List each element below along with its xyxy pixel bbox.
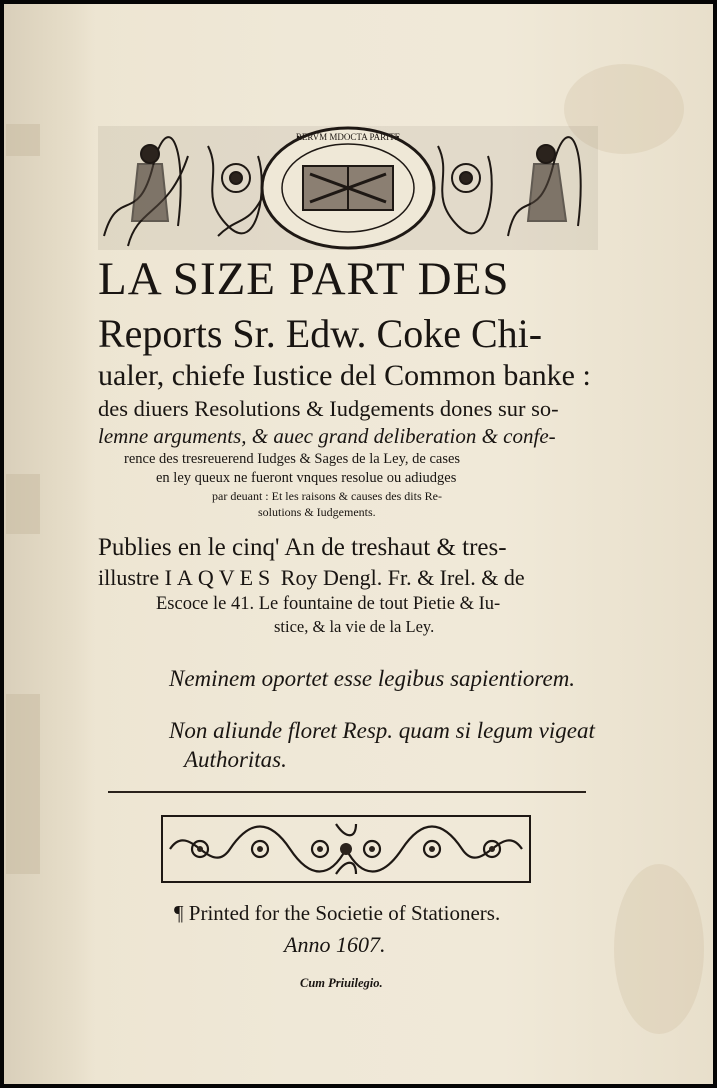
publication-line-1: Publies en le cinq' An de treshaut & tres-: [98, 534, 507, 561]
worn-spine-edge: [4, 4, 96, 1084]
title-line-4: des diuers Resolutions & Iudgements dones sur so-: [98, 396, 559, 421]
imprint-line: ¶ Printed for the Societie of Stationers.: [174, 901, 501, 925]
title-line-6: rence des tresreuerend Iudges & Sages de la Ley, de cases: [124, 451, 461, 467]
title-line-2: Reports Sr. Edw. Coke Chi-: [98, 311, 543, 356]
publication-line-4: stice, & la vie de la Ley.: [274, 617, 435, 636]
publication-line-2-end: Roy Dengl. Fr. & Irel. & de: [275, 565, 525, 590]
paper-tear: [6, 474, 40, 534]
title-line-8: par deuant : Et les raisons & causes des dits Re-: [212, 489, 442, 503]
horizontal-rule: [108, 791, 586, 793]
headpiece-motto: RERVM MDOCTA PARITE: [295, 132, 401, 142]
publication-line-3: Escoce le 41. Le fountaine de tout Pietie & Iu-: [156, 594, 501, 614]
title-page: [4, 4, 713, 1084]
imprint-year: Anno 1607.: [284, 932, 386, 957]
title-line-5: lemne arguments, & auec grand deliberation & confe-: [98, 424, 556, 448]
motto-2-continued: Authoritas.: [184, 747, 287, 772]
paper-tear: [6, 694, 40, 874]
privilege-note: Cum Priuilegio.: [300, 976, 383, 990]
king-name: IAQVES: [164, 565, 276, 590]
title-line-1: LA SIZE PART DES: [98, 253, 510, 305]
publication-line-2: [98, 565, 608, 591]
title-line-3: ualer, chiefe Iustice del Common banke :: [98, 359, 591, 392]
motto-2: Non aliunde floret Resp. quam si legum vigeat: [169, 718, 595, 743]
headpiece-ornament: [98, 126, 598, 250]
paper-tear: [6, 124, 40, 156]
publication-line-2-start: illustre: [98, 565, 165, 590]
motto-1: Neminem oportet esse legibus sapientiorem.: [169, 666, 576, 691]
title-line-7: en ley queux ne fueront vnques resolue ou adiudges: [156, 470, 457, 486]
tailpiece-ornament: [160, 814, 532, 884]
title-line-9: solutions & Iudgements.: [258, 505, 376, 519]
